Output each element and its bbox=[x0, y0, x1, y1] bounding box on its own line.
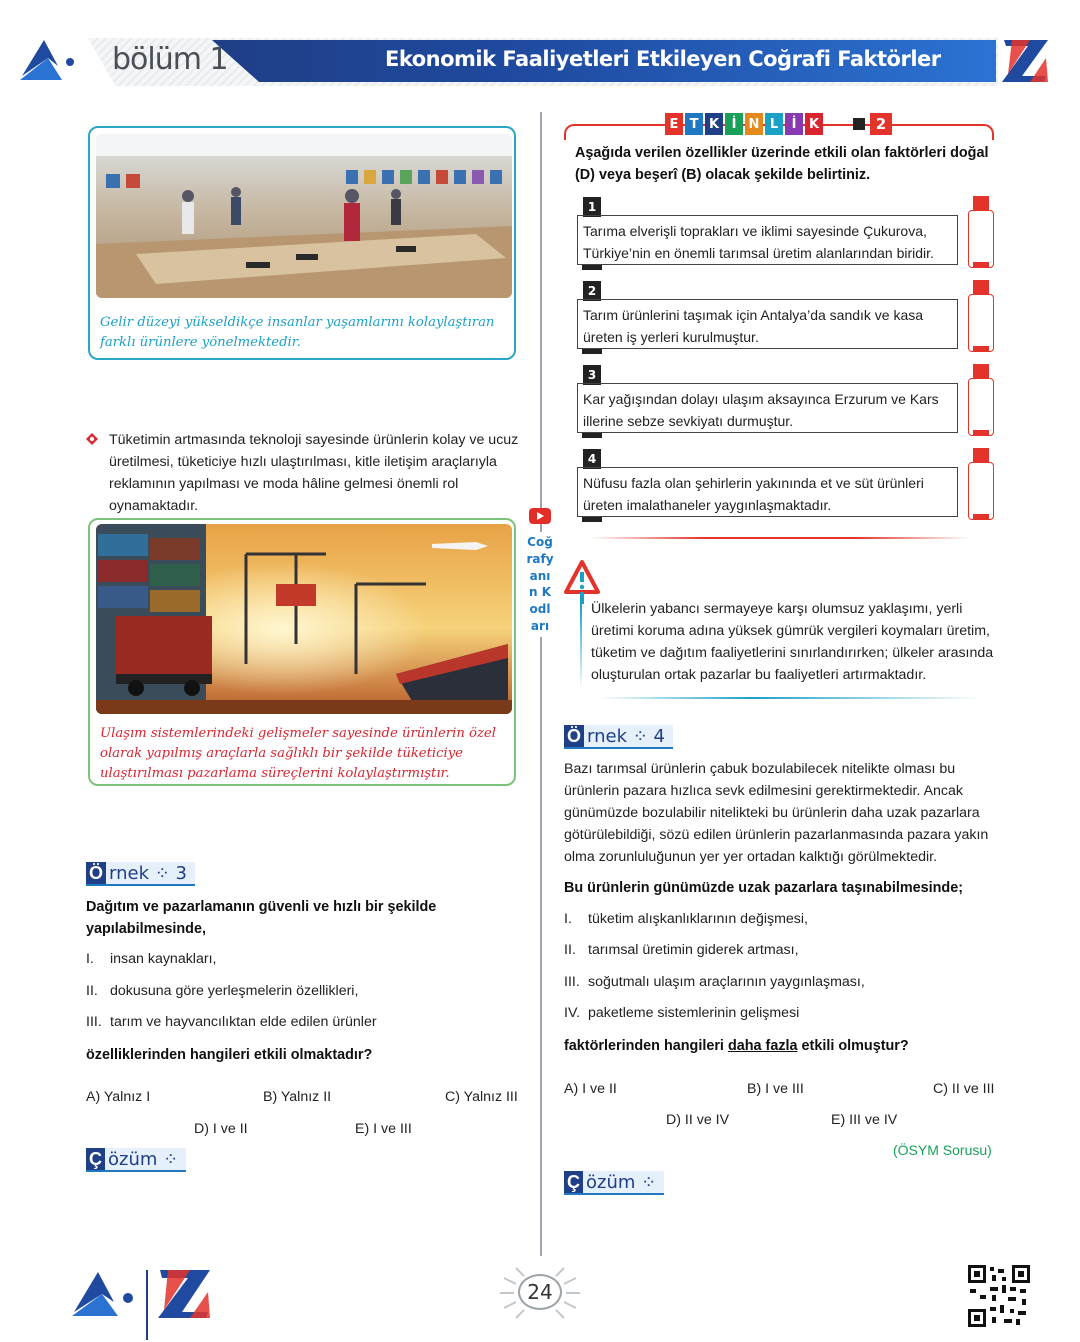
activity-answer-3[interactable] bbox=[968, 378, 994, 436]
activity-letter: İ bbox=[725, 113, 743, 135]
answer-box-cap bbox=[973, 448, 989, 462]
example-3-option-a[interactable]: A) Yalnız I bbox=[86, 1089, 151, 1105]
example-4-tag-first: Ö bbox=[564, 725, 584, 747]
question-source: (ÖSYM Sorusu) bbox=[893, 1142, 992, 1158]
answer-box-base bbox=[973, 262, 989, 268]
activity-letter: T bbox=[685, 113, 703, 135]
activity-letter: K bbox=[805, 113, 823, 135]
activity-separator bbox=[590, 537, 970, 539]
example-4-tag bbox=[564, 725, 673, 749]
answer-box-cap bbox=[973, 364, 989, 378]
chapter-label: bölüm 1 bbox=[112, 42, 228, 77]
activity-item-1: Tarıma elverişli toprakları ve iklimi sayesinde Çukurova, Türkiye’nin en önemli tarımsal üretim alanlarından biridir. bbox=[577, 215, 958, 265]
z-logo-icon bbox=[1000, 36, 1052, 84]
footer-publisher-logo-icon bbox=[70, 1268, 134, 1320]
answer-box-base bbox=[973, 430, 989, 436]
video-play-icon[interactable] bbox=[529, 508, 551, 524]
activity-item-1-number: 1 bbox=[583, 197, 601, 217]
activity-item-4-number: 4 bbox=[583, 449, 601, 469]
activity-letter: N bbox=[745, 113, 763, 135]
example-4-item-2: II. tarımsal üretimin giderek artması, bbox=[564, 942, 799, 958]
column-divider bbox=[540, 112, 542, 1256]
store-photo-caption: Gelir düzeyi yükseldikçe insanlar yaşamlarını kolaylaştıran farklı ürünlere yönelmektedir. bbox=[100, 315, 495, 350]
activity-letter: E bbox=[665, 113, 683, 135]
activity-item-3: Kar yağışından dolayı ulaşım aksayınca Erzurum ve Kars illerine sebze sevkiyatı durmuştur. bbox=[577, 383, 958, 433]
activity-item-2: Tarım ürünlerini taşımak için Antalya’da sandık ve kasa üreten iş yerleri kurulmuştur. bbox=[577, 299, 958, 349]
activity-letter: K bbox=[705, 113, 723, 135]
activity-item-3-number: 3 bbox=[583, 365, 601, 385]
answer-box-base bbox=[973, 346, 989, 352]
qr-code-icon[interactable] bbox=[968, 1265, 1030, 1327]
example-4-passage: Bazı tarımsal ürünlerin çabuk bozulabilecek nitelikte olması bu ürünlerin pazara hızlıca sevk edilmesini gerektirmektedir. Ancak günümüzde bozulabilir nitelikteki bu ürünlerin daha uzak pazarlara götürülebildiği, sözü edilen ürünlerin pazarlanmasında pazara yakın olma zorunluluğunun yer yer ortadan kalktığı görülmektedir. bbox=[564, 761, 989, 865]
example-3-stem: Dağıtım ve pazarlamanın güvenli ve hızlı bir şekilde yapılabilmesinde, bbox=[86, 899, 437, 937]
example-3-option-e[interactable]: E) I ve III bbox=[355, 1121, 412, 1137]
activity-item-2-number: 2 bbox=[583, 281, 601, 301]
example-3-item-1: I. insan kaynakları, bbox=[86, 951, 217, 967]
example-3-item-2: II. dokusuna göre yerleşmelerin özellikleri, bbox=[86, 983, 359, 999]
electronics-store-photo bbox=[96, 134, 512, 298]
answer-box-cap bbox=[973, 280, 989, 294]
activity-letter: İ bbox=[785, 113, 803, 135]
example-4-option-b[interactable]: B) I ve III bbox=[747, 1081, 804, 1097]
example-4-question: faktörlerinden hangileri daha fazla etkili olmuştur? bbox=[564, 1038, 909, 1054]
note-separator bbox=[600, 697, 980, 699]
example-4-emphasis: daha fazla bbox=[727, 1038, 798, 1054]
example-3-option-c[interactable]: C) Yalnız III bbox=[445, 1089, 518, 1105]
activity-number: 2 bbox=[870, 113, 892, 135]
shipping-port-photo bbox=[96, 524, 512, 714]
example-3-tag-first: Ö bbox=[86, 862, 106, 884]
example-3-tag-rest: rnek ⁘ 3 bbox=[106, 862, 195, 884]
activity-answer-1[interactable] bbox=[968, 210, 994, 268]
activity-instructions: Aşağıda verilen özellikler üzerinde etkili olan faktörleri doğal (D) veya beşerî (B) olacak şekilde belirtiniz. bbox=[575, 145, 989, 183]
example-4-solution-tag: Ç özüm ⁘ bbox=[564, 1171, 664, 1195]
page-title: Ekonomik Faaliyetleri Etkileyen Coğrafi Faktörler bbox=[385, 47, 941, 71]
consumption-bullet-text: Tüketimin artmasında teknoloji sayesinde ürünlerin kolay ve ucuz üretilmesi, tüketiciye hızlı ulaştırılması, kitle iletişim araçlarıyla reklamının yapılması ve moda hâline gelmesi önemli rol oynamaktadır. bbox=[109, 432, 519, 514]
example-4-item-4: IV. paketleme sistemlerinin gelişmesi bbox=[564, 1005, 800, 1021]
example-4-option-a[interactable]: A) I ve II bbox=[564, 1081, 617, 1097]
footer-separator bbox=[146, 1270, 148, 1340]
example-3-option-d[interactable]: D) I ve II bbox=[194, 1121, 248, 1137]
example-4-option-e[interactable]: E) III ve IV bbox=[831, 1112, 898, 1128]
example-4-item-3: III. soğutmalı ulaşım araçlarının yaygınlaşması, bbox=[564, 974, 865, 990]
activity-letter: L bbox=[765, 113, 783, 135]
example-4-stem: Bu ürünlerin günümüzde uzak pazarlara taşınabilmesinde; bbox=[564, 880, 964, 896]
example-3-item-3: III. tarım ve hayvancılıktan elde edilen ürünler bbox=[86, 1014, 377, 1030]
side-strip-text: Coğrafyanın Kodları bbox=[526, 532, 554, 637]
page-number: 24 bbox=[518, 1274, 562, 1310]
publisher-logo-icon bbox=[18, 36, 76, 82]
activity-answer-2[interactable] bbox=[968, 294, 994, 352]
example-3-option-b[interactable]: B) Yalnız II bbox=[263, 1089, 332, 1105]
example-3-question: özelliklerinden hangileri etkili olmaktadır? bbox=[86, 1047, 373, 1063]
activity-item-4: Nüfusu fazla olan şehirlerin yakınında et ve süt ürünleri üreten imalathaneler yaygınlaşmaktadır. bbox=[577, 467, 958, 517]
example-4-option-c[interactable]: C) II ve III bbox=[933, 1081, 995, 1097]
example-4-option-d[interactable]: D) II ve IV bbox=[666, 1112, 730, 1128]
activity-answer-4[interactable] bbox=[968, 462, 994, 520]
answer-box-cap bbox=[973, 196, 989, 210]
note-side-line bbox=[580, 604, 582, 690]
example-4-item-1: I. tüketim alışkanlıklarının değişmesi, bbox=[564, 911, 808, 927]
answer-box-base bbox=[973, 514, 989, 520]
footer-z-logo-icon bbox=[156, 1266, 214, 1322]
trade-policy-note: Ülkelerin yabancı sermayeye karşı olumsuz yaklaşımı, yerli üretimi koruma adına yüksek gümrük vergileri koymaları üretim, tüketim ve dağıtım faaliyetlerini sınırlandırırken; ülkeler arasında oluşturulan ortak pazarlar bu faaliyetleri artırmaktadır. bbox=[591, 601, 994, 683]
example-3-solution-tag: Ç özüm ⁘ bbox=[86, 1148, 186, 1172]
example-3-tag bbox=[86, 862, 195, 886]
activity-title bbox=[665, 113, 823, 135]
example-4-tag-rest: rnek ⁘ 4 bbox=[584, 725, 673, 747]
port-photo-caption: Ulaşım sistemlerindeki gelişmeler sayesinde ürünlerin özel olarak yapılmış araçlarla sağlıklı bir şekilde tüketiciye ulaştırılması pazarlama süreçlerini kolaylaştırmıştır. bbox=[100, 726, 496, 781]
bullet-icon bbox=[86, 433, 98, 445]
activity-dot-icon bbox=[853, 118, 865, 130]
